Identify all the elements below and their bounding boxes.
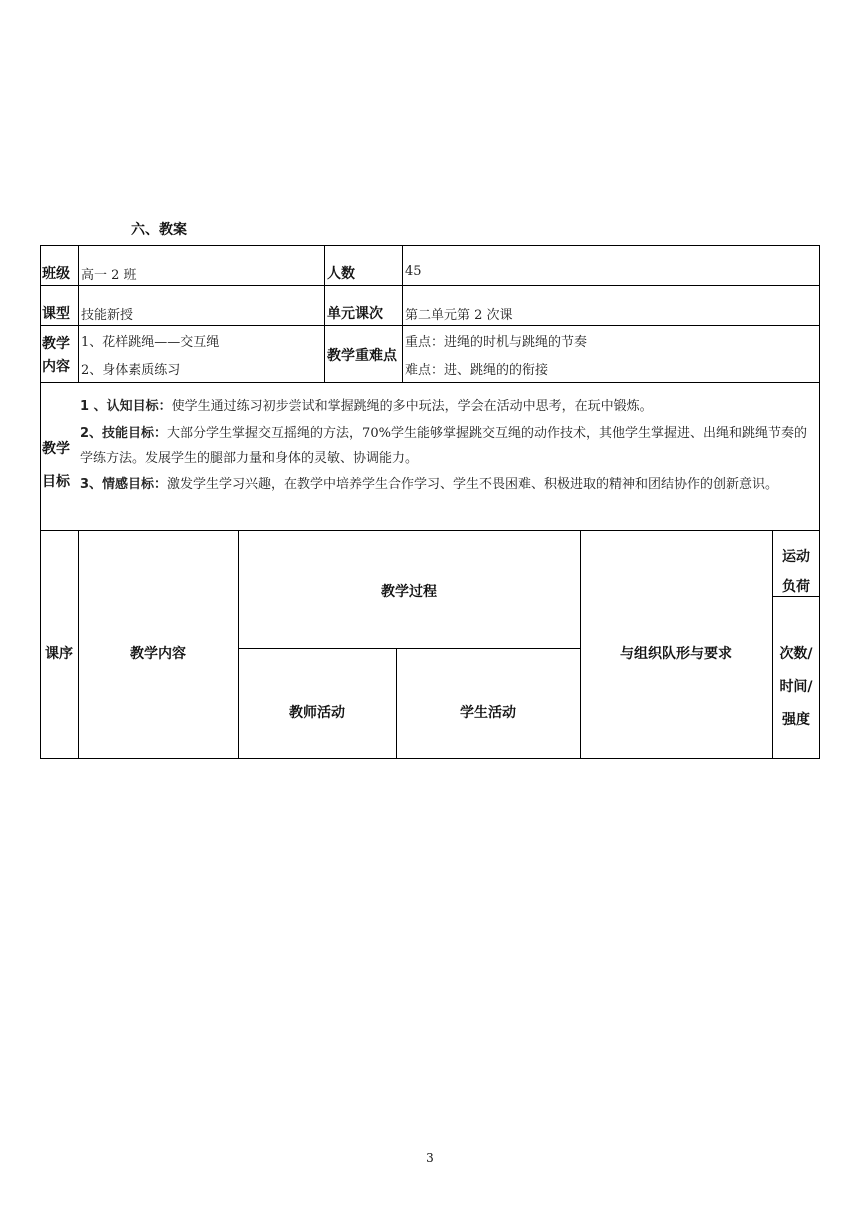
unit-lesson-label: 单元课次 xyxy=(327,306,383,322)
sequence-header: 课序 xyxy=(45,646,73,662)
load-metric-header: 时间/ xyxy=(779,679,813,695)
process-header: 教学过程 xyxy=(381,584,437,600)
objective-text: 大部分学生掌握交互摇绳的方法，70%学生能够掌握跳交互绳的动作技术，其他学生掌握进、出绳和跳绳节奏的学练方法。发展学生的腿部力量和身体的灵敏、协调能力。 xyxy=(80,426,807,466)
difficulty-point: 难点：进、跳绳的的衔接 xyxy=(405,363,549,378)
teaching-content-label: 教学 xyxy=(42,336,70,352)
page-number: 3 xyxy=(426,1151,434,1165)
class-value: 高一 2 班 xyxy=(81,268,137,283)
student-activity-header: 学生活动 xyxy=(460,705,516,721)
exercise-load-header: 负荷 xyxy=(782,579,810,595)
objective-title: 3、情感目标： xyxy=(80,477,168,492)
content-header: 教学内容 xyxy=(130,646,186,662)
lesson-type-value: 技能新授 xyxy=(81,308,134,323)
lesson-type-label: 课型 xyxy=(42,306,70,322)
teaching-content-item: 1、花样跳绳——交互绳 xyxy=(81,335,220,350)
objective-cognitive xyxy=(80,394,817,419)
load-metric-header: 次数/ xyxy=(779,646,813,662)
teaching-content-item: 2、身体素质练习 xyxy=(81,363,181,378)
student-count-value: 45 xyxy=(405,264,422,279)
organization-header: 与组织队形与要求 xyxy=(620,646,732,662)
section-title: 六、教案 xyxy=(131,222,187,238)
objective-text: 使学生通过练习初步尝试和掌握跳绳的多中玩法，学会在活动中思考，在玩中锻炼。 xyxy=(171,399,653,414)
objective-title: 1 、认知目标： xyxy=(80,399,172,414)
student-count-label: 人数 xyxy=(327,266,355,282)
unit-lesson-value: 第二单元第 2 次课 xyxy=(405,308,513,323)
teacher-activity-header: 教师活动 xyxy=(289,705,345,721)
objectives-label: 目标 xyxy=(42,474,70,490)
class-label: 班级 xyxy=(42,266,70,282)
exercise-load-header: 运动 xyxy=(782,549,810,565)
objective-skill xyxy=(80,421,817,471)
objective-affective xyxy=(80,472,817,497)
teaching-content-label: 内容 xyxy=(42,359,70,375)
key-difficulty-label: 教学重难点 xyxy=(327,348,397,364)
objective-text: 激发学生学习兴趣，在教学中培养学生合作学习、学生不畏困难、积极进取的精神和团结协作的创新意识。 xyxy=(167,477,779,492)
load-metric-header: 强度 xyxy=(782,712,810,728)
objectives-label: 教学 xyxy=(42,441,70,457)
objective-title: 2、技能目标： xyxy=(80,426,168,441)
key-point: 重点：进绳的时机与跳绳的节奏 xyxy=(405,335,588,350)
